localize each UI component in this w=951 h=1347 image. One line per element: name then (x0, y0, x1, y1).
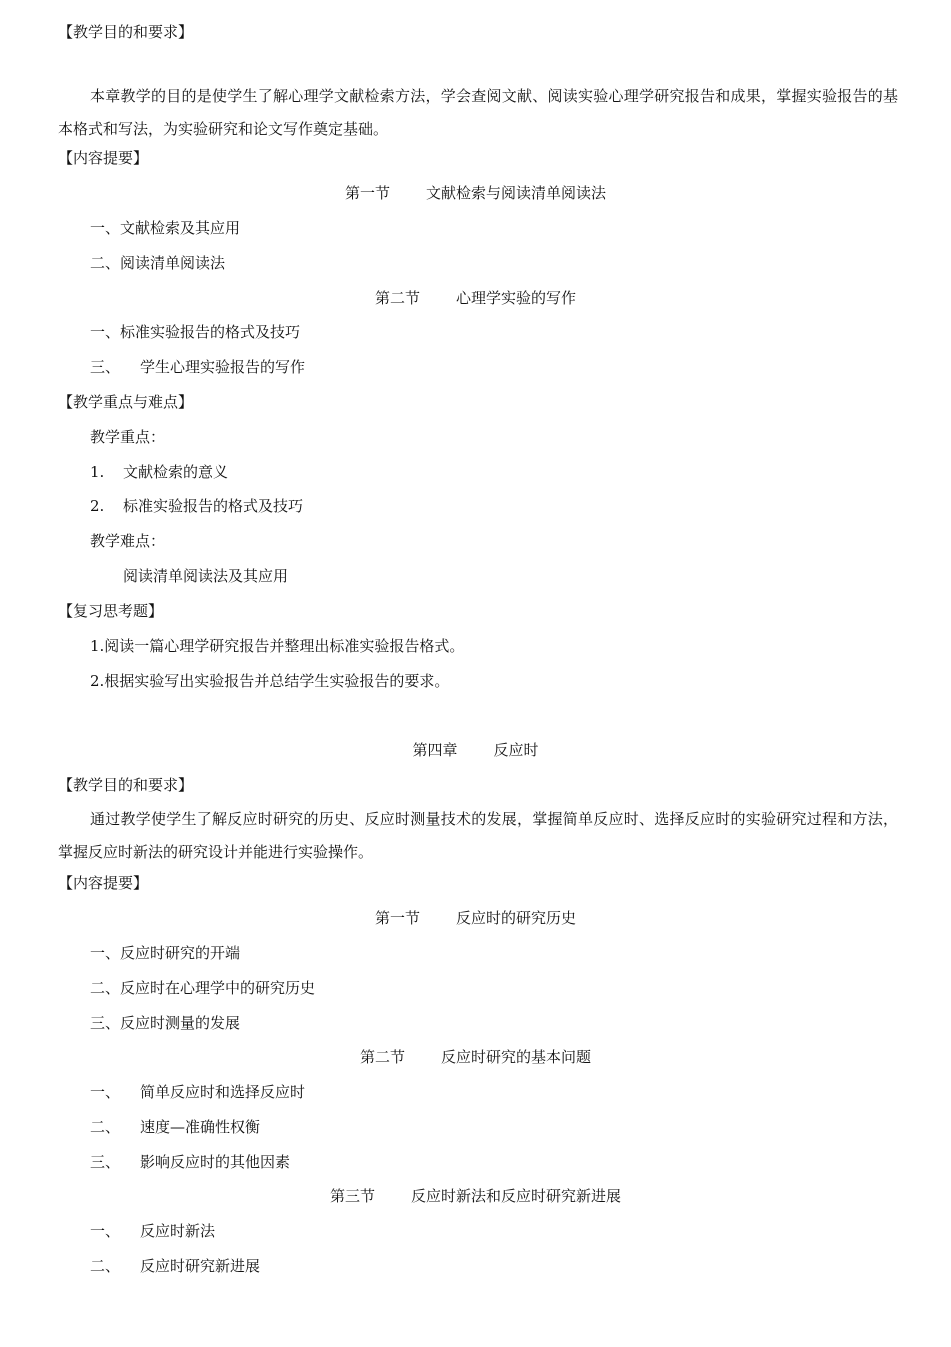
list-item (90, 461, 228, 483)
list-item: 一、文献检索及其应用 (90, 219, 241, 237)
list-item (90, 1081, 305, 1103)
list-item: 三、反应时测量的发展 (90, 1014, 241, 1032)
list-number: 2. (90, 497, 105, 515)
key-points-label: 教学重点： (90, 428, 166, 446)
list-number: 1. (90, 463, 105, 481)
list-number: 三、 (90, 1153, 121, 1171)
list-number: 二、 (90, 1257, 121, 1275)
list-item (90, 356, 305, 378)
list-text: 反应时新法 (140, 1222, 216, 1240)
list-text: 标准实验报告的格式及技巧 (123, 497, 304, 515)
list-text: 文献检索的意义 (123, 463, 229, 481)
section-title: 反应时研究的基本问题 (441, 1048, 592, 1066)
list-item (90, 1220, 215, 1242)
heading-review-questions: 【复习思考题】 (58, 602, 164, 620)
list-item: 一、标准实验报告的格式及技巧 (90, 323, 301, 341)
list-text: 速度—准确性权衡 (140, 1118, 261, 1136)
list-item (90, 1255, 260, 1277)
list-item: 一、反应时研究的开端 (90, 944, 241, 962)
chapter-title: 反应时 (493, 741, 539, 759)
section-title: 心理学实验的写作 (456, 289, 577, 307)
list-item (90, 1116, 260, 1138)
section-number: 第一节 (374, 909, 420, 927)
chapter-heading (0, 739, 951, 761)
heading-teaching-goals: 【教学目的和要求】 (58, 23, 194, 41)
heading-content-summary: 【内容提要】 (58, 149, 149, 167)
list-text: 学生心理实验报告的写作 (140, 358, 306, 376)
section-heading-1 (0, 907, 951, 929)
section-number: 第二节 (359, 1048, 405, 1066)
goal-paragraph: 本章教学的目的是使学生了解心理学文献检索方法，学会查阅文献、阅读实验心理学研究报告和成果，掌握实验报告的基本格式和写法，为实验研究和论文写作奠定基础。 (58, 87, 898, 138)
list-text: 影响反应时的其他因素 (140, 1153, 291, 1171)
heading-key-points: 【教学重点与难点】 (58, 393, 194, 411)
section-heading-2 (0, 1046, 951, 1068)
section-number: 第一节 (344, 184, 390, 202)
chapter-number: 第四章 (412, 741, 458, 759)
list-text: 简单反应时和选择反应时 (140, 1083, 306, 1101)
list-text: 反应时研究新进展 (140, 1257, 261, 1275)
section-number: 第二节 (374, 289, 420, 307)
section-number: 第三节 (329, 1187, 375, 1205)
list-number: 一、 (90, 1083, 121, 1101)
list-item (90, 495, 303, 517)
section-title: 反应时新法和反应时研究新进展 (411, 1187, 622, 1205)
review-question: 2.根据实验写出实验报告并总结学生实验报告的要求。 (90, 672, 450, 690)
list-number: 二、 (90, 1118, 121, 1136)
list-item: 二、反应时在心理学中的研究历史 (90, 979, 316, 997)
list-number: 一、 (90, 1222, 121, 1240)
section-title: 文献检索与阅读清单阅读法 (426, 184, 607, 202)
list-item: 二、阅读清单阅读法 (90, 254, 226, 272)
difficulty-label: 教学难点： (90, 532, 166, 550)
section-heading-1 (0, 182, 951, 204)
review-question: 1.阅读一篇心理学研究报告并整理出标准实验报告格式。 (90, 637, 465, 655)
list-number: 三、 (90, 358, 121, 376)
heading-teaching-goals: 【教学目的和要求】 (58, 776, 194, 794)
list-item (90, 1151, 290, 1173)
section-heading-3 (0, 1185, 951, 1207)
difficulty-text: 阅读清单阅读法及其应用 (123, 567, 289, 585)
goal-paragraph: 通过教学使学生了解反应时研究的历史、反应时测量技术的发展，掌握简单反应时、选择反应时的实验研究过程和方法，掌握反应时新法的研究设计并能进行实验操作。 (58, 810, 898, 861)
heading-content-summary: 【内容提要】 (58, 874, 149, 892)
section-heading-2 (0, 287, 951, 309)
section-title: 反应时的研究历史 (456, 909, 577, 927)
